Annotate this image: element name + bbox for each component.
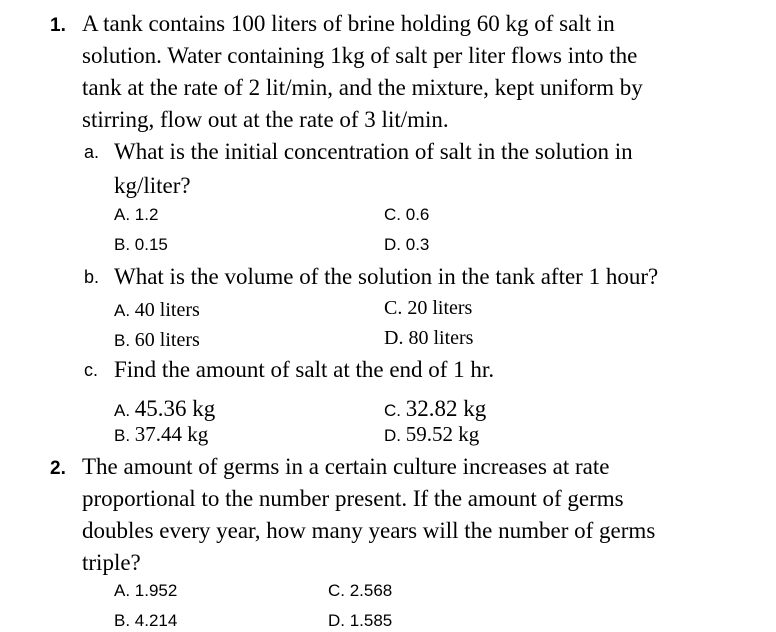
- option-label: A.: [114, 401, 131, 420]
- option-b[interactable]: [114, 236, 168, 253]
- option-d[interactable]: [384, 236, 429, 253]
- option-b[interactable]: B. 4.214: [114, 611, 178, 630]
- question-number: 1.: [50, 15, 66, 36]
- part-letter: a.: [84, 142, 100, 162]
- option-d[interactable]: D. 1.585: [328, 611, 393, 630]
- option-text: 60 liters: [134, 329, 200, 351]
- option-c[interactable]: [384, 397, 486, 420]
- part-text-line: kg/liter?: [114, 173, 191, 198]
- part-letter: b.: [84, 267, 100, 287]
- question-text-line: A tank contains 100 liters of brine holding 60 kg of salt in: [82, 11, 615, 36]
- part-text-line: Find the amount of salt at the end of 1 hr.: [114, 357, 495, 382]
- question-text-line: doubles every year, how many years will the number of germs: [82, 518, 656, 543]
- option-a[interactable]: A. 1.952: [114, 581, 178, 600]
- option-text: 59.52 kg: [405, 422, 480, 446]
- option-label: D.: [384, 327, 404, 349]
- question-number: 2.: [50, 458, 66, 479]
- question-text-line: The amount of germs in a certain culture increases at rate: [82, 454, 610, 479]
- option-a[interactable]: [114, 397, 215, 420]
- option-label: C.: [384, 401, 401, 420]
- part-text-line: What is the initial concentration of salt in the solution in: [114, 139, 633, 164]
- option-a[interactable]: [114, 300, 200, 320]
- option-label: C.: [384, 205, 401, 224]
- option-text: 20 liters: [407, 297, 473, 319]
- part-letter: c.: [84, 360, 99, 380]
- option-label: A.: [114, 205, 131, 224]
- question-text-line: solution. Water containing 1kg of salt per liter flows into the: [82, 43, 638, 68]
- option-label: B.: [114, 426, 131, 445]
- option-a[interactable]: [114, 206, 158, 223]
- option-label: B.: [114, 235, 131, 254]
- option-b[interactable]: [114, 424, 208, 445]
- option-b[interactable]: [114, 330, 200, 350]
- option-label: B.: [114, 331, 131, 350]
- option-label: C.: [384, 297, 403, 319]
- option-text: 1.2: [134, 205, 159, 224]
- option-text: 80 liters: [408, 327, 474, 349]
- option-label: D.: [384, 426, 401, 445]
- option-text: 40 liters: [134, 299, 200, 321]
- question-text-line: triple?: [82, 550, 141, 575]
- option-d[interactable]: [384, 328, 473, 348]
- option-label: D.: [384, 235, 401, 254]
- option-c[interactable]: [384, 206, 429, 223]
- question-text-line: stirring, flow out at the rate of 3 lit/min.: [82, 107, 449, 132]
- option-c[interactable]: [384, 298, 472, 318]
- option-c[interactable]: C. 2.568: [328, 581, 393, 600]
- option-label: A.: [114, 301, 131, 320]
- question-text-line: tank at the rate of 2 lit/min, and the mixture, kept uniform by: [82, 75, 643, 100]
- option-text: 0.6: [405, 205, 430, 224]
- option-text: 0.15: [134, 235, 168, 254]
- option-text: 32.82 kg: [405, 396, 487, 421]
- part-text-line: What is the volume of the solution in the tank after 1 hour?: [114, 264, 659, 289]
- option-text: 45.36 kg: [134, 396, 216, 421]
- question-text-line: proportional to the number present. If the amount of germs: [82, 486, 624, 511]
- option-text: 0.3: [405, 235, 430, 254]
- option-d[interactable]: [384, 424, 479, 445]
- option-text: 37.44 kg: [134, 422, 209, 446]
